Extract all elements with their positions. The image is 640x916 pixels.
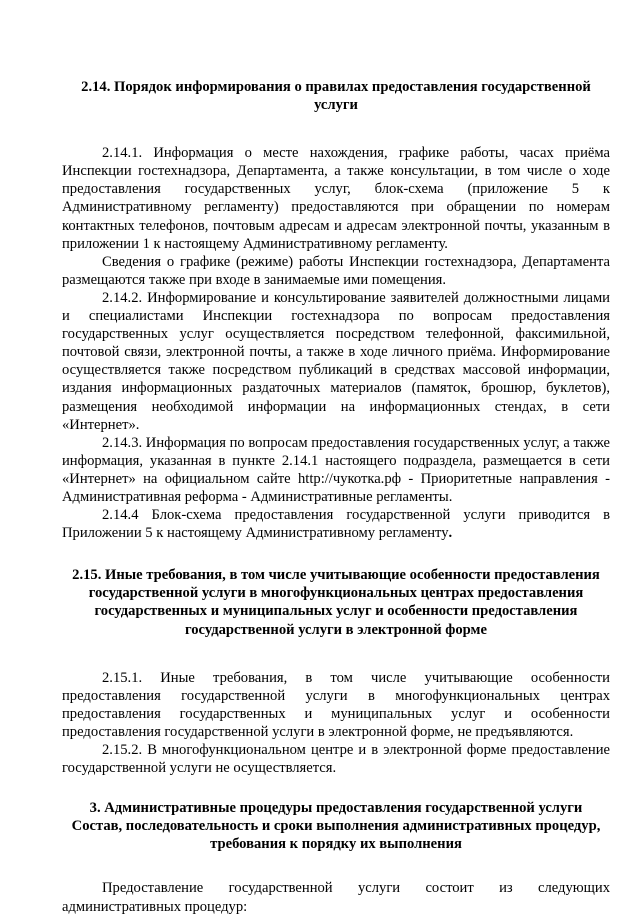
section-3-heading-line1: 3. Административные процедуры предоставления государственной услуги (89, 800, 583, 817)
paragraph-2-14-2: 2.14.2. Информирование и консультирование заявителей должностными лицами и специалистами Инспекции гостехнадзора по вопросам предоставления государственных услуг осуществляется посредством телефонной, факсимильной, почтовой связи, электронной почты, а также в ходе личного приёма. Информирование осуществляется также посредством публикаций в средствах массовой информации, издания информационных раздаточных материалов (памяток, брошюр, буклетов), размещения необходимой информации на информационных стендах, в сети «Интернет». (62, 289, 610, 433)
paragraph-2-14-4-end: . (448, 525, 453, 542)
section-3-heading-line2: Состав, последовательность и сроки выполнения административных процедур, требования к порядку их выполнения (71, 818, 601, 853)
section-2-14-heading: 2.14. Порядок информирования о правилах предоставления государственной услуги (81, 79, 591, 114)
paragraph-2-14-4 (62, 506, 610, 542)
paragraph-2-14-3: 2.14.3. Информация по вопросам предоставления государственных услуг, а также информация, указанная в пункте 2.14.1 настоящего подраздела, размещается в сети «Интернет» на официальном сайте http://чукотка.рф - Приоритетные направления - Административная реформа - Административные регламенты. (62, 434, 610, 505)
paragraph-schedule: Сведения о графике (режиме) работы Инспекции гостехнадзора, Департамента размещаются также при входе в занимаемые ими помещения. (62, 253, 610, 288)
paragraph-section-3: Предоставление государственной услуги состоит из следующих административных процедур: (62, 880, 610, 915)
section-2-15-heading: 2.15. Иные требования, в том числе учитывающие особенности предоставления государственной услуги в многофункциональных центрах предоставления государственных и муниципальных услуг и особенности предоставления государственной услуги в электронной форме (72, 567, 600, 638)
paragraph-2-15-2: 2.15.2. В многофункциональном центре и в электронной форме предоставление государственной услуги не осуществляется. (62, 742, 610, 777)
section-3-heading (62, 799, 610, 853)
paragraph-2-14-1: 2.14.1. Информация о месте нахождения, графике работы, часах приёма Инспекции гостехнадзора, Департамента, а также консультации, в том числе о ходе предоставления государственных услуг, блок-схема (приложение 5 к Административному регламенту) предоставляются при обращении по номерам контактных телефонов, почтовым адресам и адресам электронной почты, указанным в приложении 1 к настоящему Административному регламенту. (62, 145, 610, 252)
paragraph-2-14-4-text: 2.14.4 Блок-схема предоставления государственной услуги приводится в Приложении 5 к настоящему Административному регламенту (62, 507, 610, 542)
paragraph-2-15-1: 2.15.1. Иные требования, в том числе учитывающие особенности предоставления государственной услуги в многофункциональных центрах предоставления государственных и муниципальных услуг и особенности предоставления государственной услуги в электронной форме, не предъявляются. (62, 669, 610, 740)
